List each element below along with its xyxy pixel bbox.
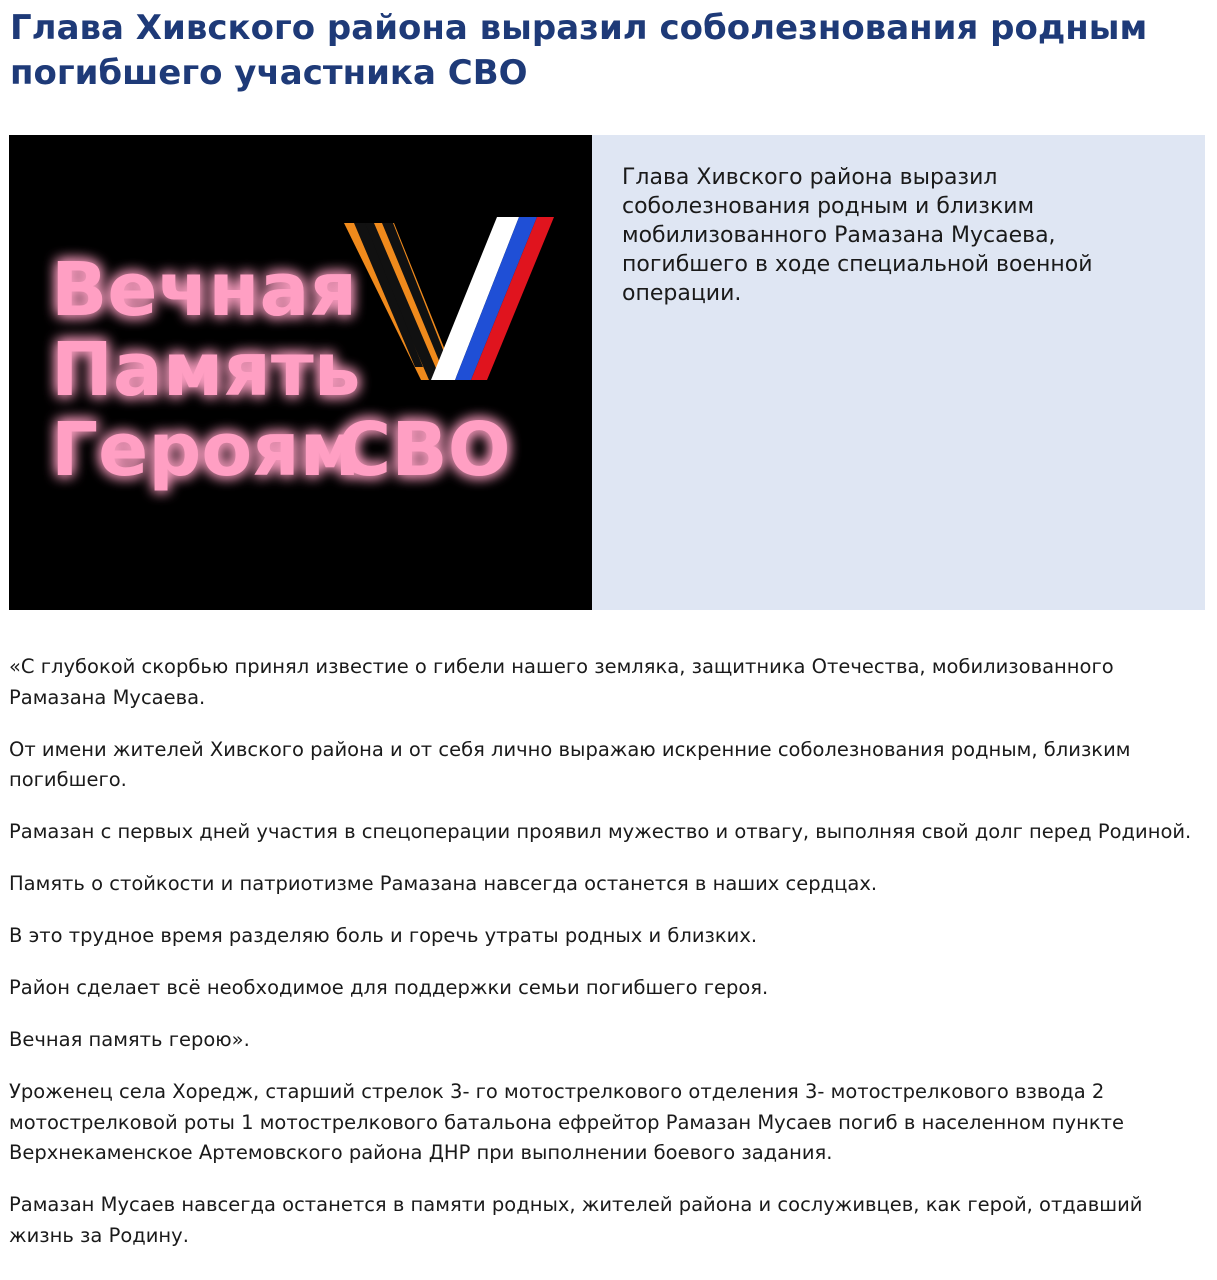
article-body [9,652,1205,1273]
paragraph: Район сделает всё необходимое для поддержки семьи погибшего героя. [9,976,769,999]
paragraph: От имени жителей Хивского района и от себя лично выражаю искренние соболезнования родным, близким погибшего. [9,737,1131,791]
memorial-image [9,135,592,610]
article-lead: Глава Хивского района выразил соболезнования родным и близким мобилизованного Рамазана Мусаева, погибшего в ходе специальной военной операции. [622,165,1093,306]
paragraph: В это трудное время разделяю боль и горечь утраты родных и близких. [9,924,758,947]
paragraph: Рамазан с первых дней участия в спецоперации проявил мужество и отвагу, выполняя свой долг перед Родиной. [9,820,1192,843]
image-text-line2: Память [51,327,361,413]
paragraph: Уроженец села Хоредж, старший стрелок 3- го мотострелкового отделения 3- мотострелкового взвода 2 мотострелковой роты 1 мотострелкового батальона ефрейтор Рамазан Мусаев погиб в населенном пункте Верхнекаменское Артемовского района ДНР при выполнении боевого задания. [9,1080,1124,1164]
image-text-line3: Героям [51,407,361,493]
paragraph: Рамазан Мусаев навсегда останется в памяти родных, жителей района и сослуживцев, как герой, отдавший жизнь за Родину. [9,1193,1143,1247]
image-text-line1: Вечная [51,247,357,333]
paragraph: Вечная память герою». [9,1028,250,1051]
article-title: Глава Хивского района выразил соболезнования родным погибшего участника СВО [10,8,1148,93]
paragraph: «С глубокой скорбью принял известие о гибели нашего земляка, защитника Отечества, мобилизованного Рамазана Мусаева. [9,655,1114,709]
image-text-svo: СВО [337,407,511,493]
paragraph: Память о стойкости и патриотизме Рамазана навсегда останется в наших сердцах. [9,872,878,895]
hero-block [9,135,1205,610]
